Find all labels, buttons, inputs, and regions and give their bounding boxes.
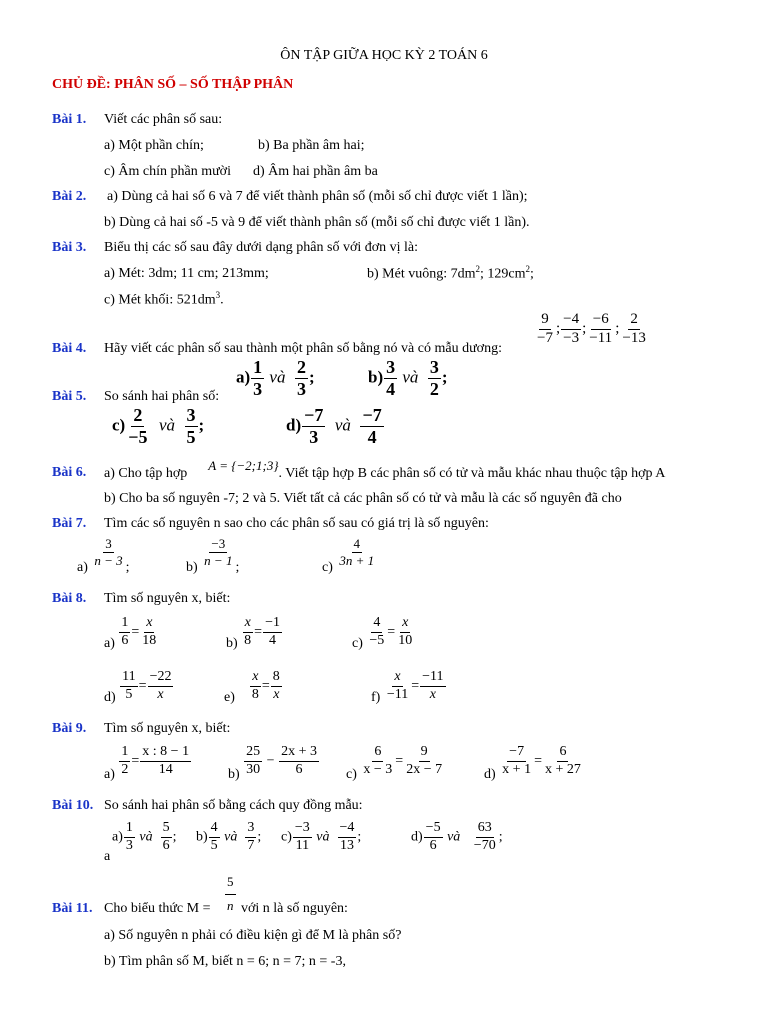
exercise-11-post: với n là số nguyên: bbox=[241, 901, 348, 916]
exercise-9-c: c) $\frac{6}{x - 3}$ = $\frac{9}{2x - 7}$ bbox=[346, 744, 443, 783]
exercise-3-b: b) Mét vuông: $7dm^2$; $129cm^2$; bbox=[367, 264, 534, 282]
exercise-1-d: d) Âm hai phần âm ba bbox=[253, 164, 378, 179]
exercise-5-c: c) $\frac{2}{-5}$ và $\frac{3}{5}$ ; bbox=[112, 405, 205, 447]
exercise-8-a: a) $\frac{1}{6}$ = $\frac{x}{18}$ bbox=[104, 615, 157, 652]
exercise-11-fraction: $\frac{5}{n}$ bbox=[227, 874, 234, 913]
exercise-10-text: So sánh hai phân số bằng cách quy đồng mẫu: bbox=[104, 798, 363, 813]
exercise-2-label: Bài 2. bbox=[52, 189, 87, 204]
exercise-1-c: c) Âm chín phần mười bbox=[104, 164, 231, 179]
exercise-6-a: a) Cho tập hợp A = {−2;1;3}. Viết tập hợp B các phân số có tử và mẫu khác nhau thuộc tập hợp A bbox=[104, 458, 666, 481]
exercise-8-c: c) $\frac{4}{-5}$ = $\frac{x}{10}$ bbox=[352, 615, 413, 652]
exercise-1-a: a) Một phần chín; bbox=[104, 138, 204, 153]
exercise-11-b: b) Tìm phân số M, biết n = 6; n = 7; n = -3, bbox=[104, 954, 346, 969]
exercise-6-label: Bài 6. bbox=[52, 465, 87, 480]
exercise-5-d: d) $\frac{-7}{3}$ và $\frac{-7}{4}$ bbox=[286, 405, 382, 447]
exercise-8-text: Tìm số nguyên x, biết: bbox=[104, 591, 231, 606]
set-A: A = {−2;1;3} bbox=[208, 458, 279, 473]
exercise-4-text: Hãy viết các phân số sau thành một phân số bằng nó và có mẫu dương: bbox=[104, 341, 502, 356]
exercise-10-label: Bài 10. bbox=[52, 798, 94, 813]
exercise-5-b: b) $\frac{3}{4}$ và $\frac{3}{2}$ ; bbox=[368, 357, 448, 399]
fraction: $\frac{-6}{-11}$ bbox=[589, 311, 613, 346]
exercise-9-b: b) $\frac{25}{30}$ − $\frac{2x + 3}{6}$ bbox=[228, 744, 317, 783]
exercise-3-text: Biểu thị các số sau đây dưới dạng phân số với đơn vị là: bbox=[104, 240, 419, 255]
fraction: $\frac{2}{-13}$ bbox=[622, 311, 646, 346]
exercise-8-label: Bài 8. bbox=[52, 591, 87, 606]
exercise-5-a: a) $\frac{1}{3}$ và $\frac{2}{3}$ ; bbox=[236, 357, 315, 399]
exercise-1-text: Viết các phân số sau: bbox=[104, 112, 223, 127]
exercise-5-text: So sánh hai phân số: bbox=[104, 389, 220, 404]
topic-heading: CHỦ ĐỀ: PHÂN SỐ – SỐ THẬP PHÂN bbox=[52, 77, 294, 92]
exercise-7-label: Bài 7. bbox=[52, 516, 87, 531]
exercise-4-label: Bài 4. bbox=[52, 341, 87, 356]
exercise-2-a: a) Dùng cả hai số 6 và 7 để viết thành phân số (mỗi số chỉ được viết 1 lần); bbox=[107, 189, 528, 204]
exercise-8-d: d) $\frac{11}{5}$ = $\frac{-22}{x}$ bbox=[104, 669, 172, 706]
exercise-10-b: b) $\frac{4}{5}$ và $\frac{3}{7}$ ; bbox=[196, 820, 262, 853]
fraction: $\frac{-4}{-3}$ bbox=[563, 311, 580, 346]
exercise-10-a: a) $\frac{1}{3}$ và $\frac{5}{6}$ ; bbox=[112, 820, 177, 853]
page-title: ÔN TẬP GIỮA HỌC KỲ 2 TOÁN 6 bbox=[280, 48, 488, 63]
exercise-1-b: b) Ba phần âm hai; bbox=[258, 138, 365, 153]
exercise-8-e: e) $\frac{x}{8}$ = $\frac{8}{x}$ bbox=[224, 669, 280, 706]
exercise-7-b: b) $\frac{-3}{n - 1}$ ; bbox=[186, 536, 240, 576]
exercise-9-d: d) $\frac{-7}{x + 1}$ = $\frac{6}{x + 27}$ bbox=[484, 744, 581, 783]
exercise-7-text: Tìm các số nguyên n sao cho các phân số sau có giá trị là số nguyên: bbox=[104, 516, 489, 531]
exercise-11-a: a) Số nguyên n phải có điều kiện gì để M là phân số? bbox=[104, 928, 402, 943]
exercise-10-a-mark: a bbox=[104, 849, 111, 864]
exercise-3-c: c) Mét khối: $521dm^3$. bbox=[104, 290, 224, 308]
exercise-3-a: a) Mét: 3dm; 11 cm; 213mm; bbox=[104, 266, 269, 281]
exercise-11-pre: Cho biểu thức M = bbox=[104, 901, 211, 916]
exercise-8-b: b) $\frac{x}{8}$ = $\frac{-1}{4}$ bbox=[226, 615, 280, 652]
exercise-6-b: b) Cho ba số nguyên -7; 2 và 5. Viết tất cả các phân số có tử và mẫu là các số nguyên đã cho bbox=[104, 491, 622, 506]
exercise-1-label: Bài 1. bbox=[52, 112, 87, 127]
exercise-10-d: d) $\frac{-5}{6}$ và $\frac{63}{-70}$ ; bbox=[411, 820, 503, 853]
exercise-11-label: Bài 11. bbox=[52, 901, 93, 916]
exercise-7-a: a) $\frac{3}{n - 3}$ ; bbox=[77, 536, 130, 576]
exercise-9-label: Bài 9. bbox=[52, 721, 87, 736]
exercise-8-f: f) $\frac{x}{-11}$ = $\frac{-11}{x}$ bbox=[371, 669, 444, 706]
exercise-5-label: Bài 5. bbox=[52, 389, 87, 404]
exercise-9-text: Tìm số nguyên x, biết: bbox=[104, 721, 231, 736]
exercise-9-a: a) $\frac{1}{2}$ = $\frac{x : 8 - 1}{14}$ bbox=[104, 744, 190, 783]
exercise-2-b: b) Dùng cả hai số -5 và 9 để viết thành phân số (mỗi số chỉ được viết 1 lần). bbox=[104, 215, 530, 230]
exercise-3-label: Bài 3. bbox=[52, 240, 87, 255]
exercise-4-fractions: $\frac{9}{-7}$ ; $\frac{-4}{-3}$ ; $\frac{-6}{-11}$ ; $\frac{2}{-13}$ bbox=[537, 311, 646, 346]
fraction: $\frac{9}{-7}$ bbox=[537, 311, 553, 346]
exercise-10-c: c) $\frac{-3}{11}$ và $\frac{-4}{13}$ ; bbox=[281, 820, 362, 853]
exercise-7-c: c) $\frac{4}{3n + 1}$ bbox=[322, 536, 375, 576]
